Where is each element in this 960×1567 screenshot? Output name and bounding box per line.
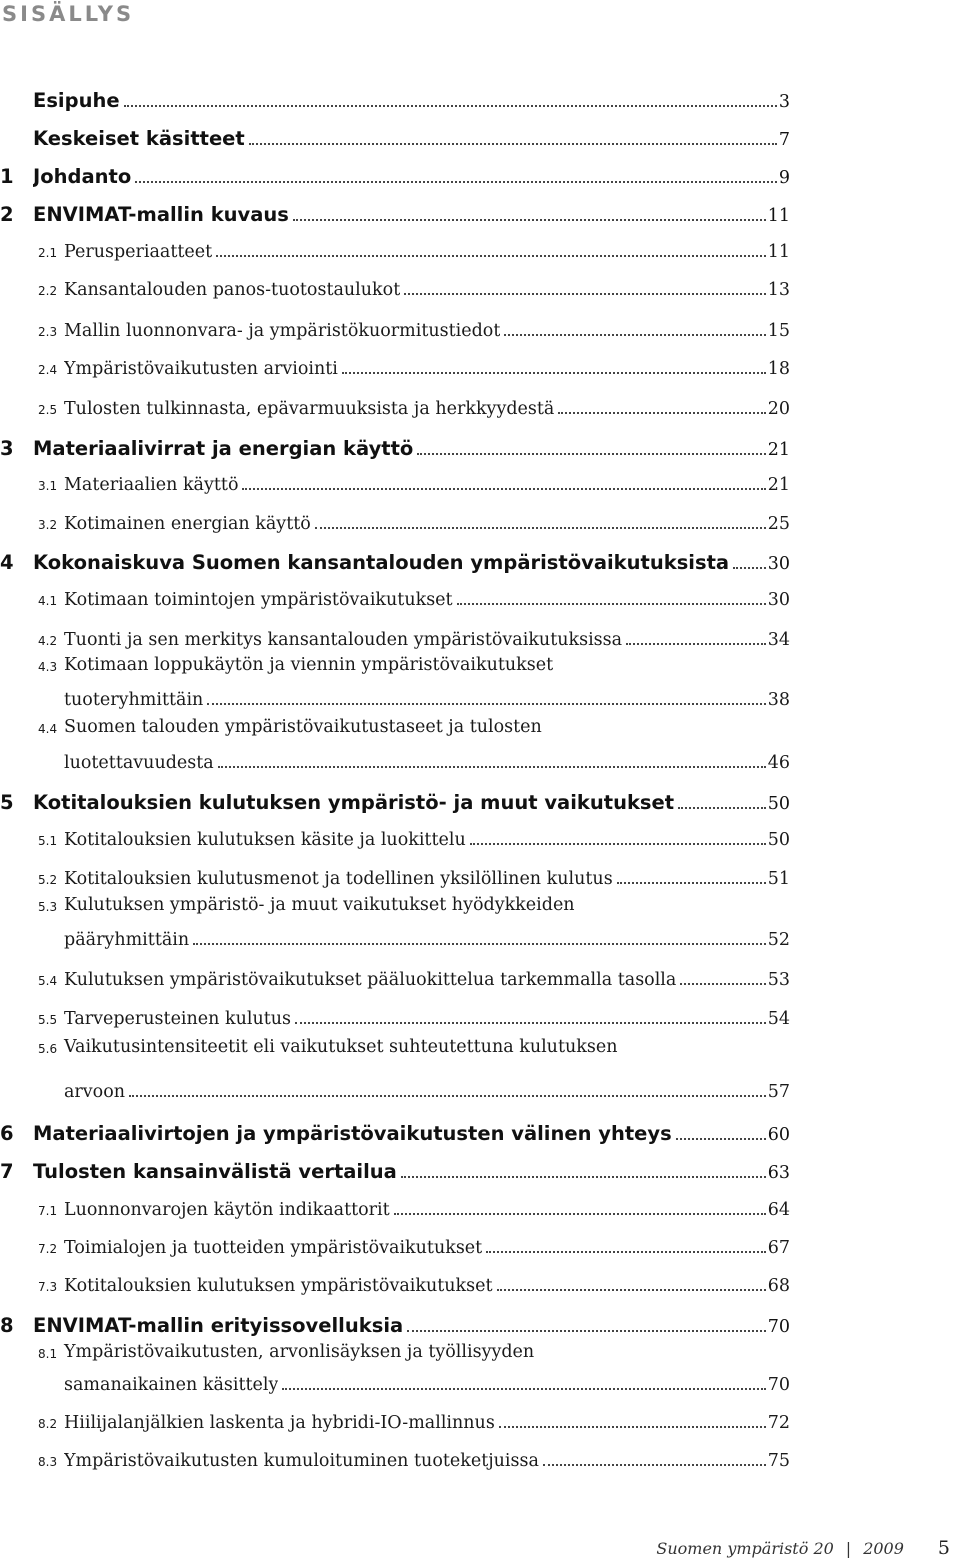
toc-entry[interactable] [0,1228,790,1258]
toc-entry-page-number: 20 [767,399,790,419]
dot-leader [504,333,765,336]
toc-entry-title-line1: Suomen talouden ympäristövaikutustaseet ja tulosten [64,717,542,737]
toc-entry-title: Ympäristövaikutusten arviointi [64,359,338,379]
page-footer [656,1537,950,1559]
toc-entry[interactable] [0,1403,790,1433]
toc-entry-number: 4.3 [38,660,58,674]
toc-entry[interactable] [0,1307,790,1337]
toc-entry-number: 2.3 [38,325,58,339]
toc-entry-number: 2 [0,203,14,226]
dot-leader [207,702,765,705]
toc-entry[interactable] [0,1441,790,1471]
toc-entry[interactable] [0,620,790,650]
dot-leader [282,1387,765,1390]
toc-entry-title: Mallin luonnonvara- ja ympäristökuormitustiedot [64,321,501,341]
toc-entry[interactable] [0,349,790,379]
toc-entry-number: 3 [0,437,14,460]
toc-entry-title: Tuonti ja sen merkitys kansantalouden ympäristövaikutuksissa [64,630,623,650]
toc-entry-number: 5.4 [38,974,58,988]
toc-entry-title: ENVIMAT-mallin erityissovelluksia [33,1314,404,1337]
toc-entry-title: Hiilijalanjälkien laskenta ja hybridi-IO-mallinnus [64,1413,495,1433]
footer-year: 2009 [863,1539,904,1558]
toc-entry-title: samanaikainen käsittely [64,1375,279,1395]
toc-entry[interactable] [0,960,790,990]
dot-leader [457,602,766,605]
toc-entry[interactable] [0,859,790,889]
footer-separator: | [845,1539,852,1558]
toc-entry-title: Kotimainen energian käyttö [64,514,311,534]
dot-leader [626,642,766,645]
toc-entry-page-number: 70 [767,1375,790,1395]
dot-leader [135,180,777,183]
toc-heading: SISÄLLYS [2,2,135,26]
toc-entry[interactable] [0,389,790,419]
toc-entry[interactable] [0,465,790,495]
toc-entry-number: 4.4 [38,722,58,736]
toc-entry-number: 7.2 [38,1242,58,1256]
toc-entry-title: Kotitalouksien kulutuksen käsite ja luokittelu [64,830,466,850]
toc-entry[interactable] [0,999,790,1029]
dot-leader [242,487,765,490]
toc-entry[interactable] [0,784,790,814]
dot-leader [394,1212,766,1215]
dot-leader [218,765,766,768]
toc-entry-title: Kotitalouksien kulutuksen ympäristövaikutukset [64,1276,493,1296]
toc-entry-number [38,771,64,773]
toc-entry-title: luotettavuudesta [64,753,214,773]
footer-publication: Suomen ympäristö 20 [656,1539,834,1558]
toc-entry-number: 5.2 [38,873,58,887]
toc-entry-page-number: 46 [767,753,790,773]
toc-entry-number: 7.3 [38,1280,58,1294]
toc-entry[interactable] [0,120,790,150]
toc-entry-page-number: 11 [767,242,790,262]
toc-entry-page-number: 68 [767,1276,790,1296]
toc-entry-page-number: 50 [767,830,790,850]
dot-leader [470,842,766,845]
dot-leader [404,292,765,295]
toc-entry-title: ENVIMAT-mallin kuvaus [33,203,289,226]
toc-entry-page-number: 64 [767,1200,790,1220]
toc-entry[interactable] [0,920,790,950]
dot-leader [216,254,766,257]
toc-entry[interactable] [0,1072,790,1102]
toc-entry-page-number: 3 [778,92,790,112]
toc-entry-number: 5.5 [38,1013,58,1027]
toc-entry-page-number: 63 [767,1163,790,1183]
toc-entry-title: Toimialojen ja tuotteiden ympäristövaikutukset [64,1238,483,1258]
toc-entry-title: Kokonaiskuva Suomen kansantalouden ympäristövaikutuksista [33,551,730,574]
toc-entry-page-number: 7 [778,130,790,150]
toc-entry-title: Materiaalien käyttö [64,475,239,495]
toc-entry-page-number: 75 [767,1451,790,1471]
toc-entry-number: 7 [0,1160,14,1183]
toc-entry-title: Johdanto [33,165,132,188]
toc-entry-title: Esipuhe [33,89,120,112]
dot-leader [680,982,765,985]
toc-entry[interactable] [0,158,790,188]
toc-entry-page-number: 18 [767,359,790,379]
toc-entry-number: 2.5 [38,403,58,417]
toc-entry-number [38,1393,64,1395]
toc-entry[interactable] [0,1115,790,1145]
toc-entry[interactable] [0,743,790,773]
dot-leader [497,1288,766,1291]
dot-leader [733,566,766,569]
toc-entry[interactable] [0,1190,790,1220]
dot-leader [401,1175,766,1178]
toc-entry-page-number: 51 [767,869,790,889]
toc-entry-page-number: 54 [767,1009,790,1029]
toc-entry-number: 8.3 [38,1455,58,1469]
toc-entry-number: 2.4 [38,363,58,377]
dot-leader [315,526,766,529]
toc-entry-page-number: 67 [767,1238,790,1258]
toc-entry[interactable] [0,196,790,226]
dot-leader [678,806,766,809]
toc-entry-title: Keskeiset käsitteet [33,127,245,150]
toc-entry-number: 8.1 [38,1347,58,1361]
toc-entry-number: 8 [0,1314,14,1337]
toc-entry-number [38,948,64,950]
toc-entry-title: Ympäristövaikutusten kumuloituminen tuoteketjuissa [64,1451,539,1471]
dot-leader [407,1329,766,1332]
toc-entry-page-number: 13 [767,280,790,300]
toc-entry-title: Kotitalouksien kulutuksen ympäristö- ja muut vaikutukset [33,791,675,814]
toc-entry-number: 5.3 [38,900,58,914]
toc-entry-title-line1: Ympäristövaikutusten, arvonlisäyksen ja työllisyyden [64,1342,535,1362]
toc-entry-title: Tulosten kansainvälistä vertailua [33,1160,397,1183]
toc-entry-page-number: 38 [767,690,790,710]
toc-entry[interactable] [0,82,790,112]
toc-entry[interactable] [0,1153,790,1183]
dot-leader [124,104,777,107]
toc-entry-page-number: 57 [767,1082,790,1102]
dot-leader [486,1250,766,1253]
toc-entry-title: Tarveperusteinen kulutus [64,1009,292,1029]
toc-entry-number: 8.2 [38,1417,58,1431]
toc-entry-page-number: 9 [778,168,790,188]
toc-entry-page-number: 50 [767,794,790,814]
toc-entry-number: 2.2 [38,284,58,298]
dot-leader [558,411,765,414]
toc-entry-title: pääryhmittäin [64,930,190,950]
dot-leader [129,1094,766,1097]
toc-entry[interactable] [0,270,790,300]
toc-entry-page-number: 25 [767,514,790,534]
toc-entry[interactable] [0,430,790,460]
toc-entry-title: Materiaalivirrat ja energian käyttö [33,437,414,460]
toc-entry-page-number: 72 [767,1413,790,1433]
dot-leader [295,1021,766,1024]
dot-leader [249,142,777,145]
toc-entry-title: Kotimaan toimintojen ympäristövaikutukset [64,590,453,610]
toc-entry-number: 2.1 [38,246,58,260]
toc-entry-page-number: 60 [767,1125,790,1145]
toc-entry-number: 4.1 [38,594,58,608]
dot-leader [342,371,766,374]
toc-entry-page-number: 52 [767,930,790,950]
toc-entry-number: 5.6 [38,1042,58,1056]
dot-leader [193,942,766,945]
dot-leader [417,452,765,455]
dot-leader [293,218,766,221]
toc-entry[interactable] [0,232,790,262]
toc-entry-title: Luonnonvarojen käytön indikaattorit [64,1200,390,1220]
toc-entry[interactable] [0,311,790,341]
dot-leader [543,1463,766,1466]
toc-entry-title-line1: Kotimaan loppukäytön ja viennin ympäristövaikutukset [64,655,554,675]
toc-entry[interactable] [0,580,790,610]
toc-entry-number: 5.1 [38,834,58,848]
toc-entry-number: 4.2 [38,634,58,648]
toc-entry-page-number: 70 [767,1317,790,1337]
toc-entry-page-number: 30 [767,590,790,610]
toc-entry-number [38,708,64,710]
toc-entry-title: Kansantalouden panos-tuotostaulukot [64,280,401,300]
toc-entry[interactable] [0,820,790,850]
dot-leader [676,1137,766,1140]
toc-entry-number: 4 [0,551,14,574]
toc-entry[interactable] [0,504,790,534]
toc-entry-number [38,1100,64,1102]
toc-entry[interactable] [0,1266,790,1296]
toc-entry-page-number: 21 [767,440,790,460]
toc-entry-title: arvoon [64,1082,126,1102]
toc-entry-number: 3.1 [38,479,58,493]
toc-entry-number: 7.1 [38,1204,58,1218]
toc-entry-number: 3.2 [38,518,58,532]
toc-entry[interactable] [0,544,790,574]
toc-entry-title: Materiaalivirtojen ja ympäristövaikutusten välinen yhteys [33,1122,672,1145]
toc-entry-page-number: 15 [767,321,790,341]
toc-entry-title: Perusperiaatteet [64,242,213,262]
toc-entry-number: 5 [0,791,14,814]
dot-leader [617,881,766,884]
toc-entry-page-number: 53 [767,970,790,990]
toc-entry-title-line1: Vaikutusintensiteetit eli vaikutukset suhteutettuna kulutuksen [64,1037,618,1057]
toc-entry-title: Kulutuksen ympäristövaikutukset pääluokittelua tarkemmalla tasolla [64,970,677,990]
toc-entry-title: tuoteryhmittäin [64,690,204,710]
footer-page-number: 5 [937,1537,950,1559]
dot-leader [499,1425,766,1428]
toc-entry[interactable] [0,1365,790,1395]
toc-entry-title: Kotitalouksien kulutusmenot ja todellinen yksilöllinen kulutus [64,869,613,889]
toc-entry-number: 1 [0,165,14,188]
toc-entry-page-number: 30 [767,554,790,574]
toc-entry-number: 6 [0,1122,14,1145]
toc-entry[interactable] [0,680,790,710]
toc-entry-page-number: 11 [767,206,790,226]
toc-entry-title-line1: Kulutuksen ympäristö- ja muut vaikutukset hyödykkeiden [64,895,575,915]
toc-entry-title: Tulosten tulkinnasta, epävarmuuksista ja herkkyydestä [64,399,555,419]
toc-entry-page-number: 21 [767,475,790,495]
toc-entry-page-number: 34 [767,630,790,650]
